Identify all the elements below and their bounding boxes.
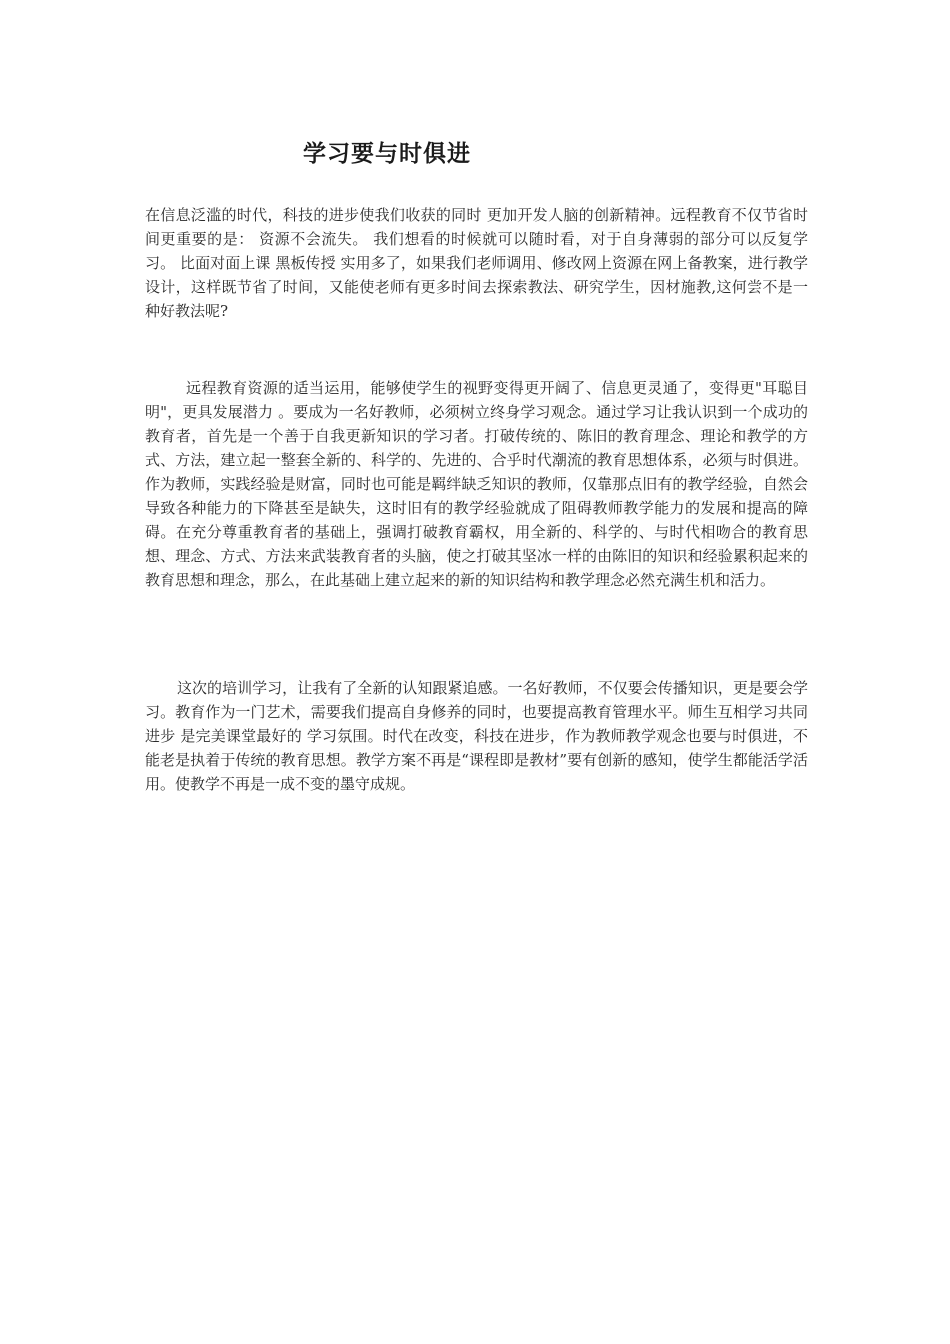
document-title: 学习要与时俱进	[303, 141, 471, 167]
paragraph-2: 远程教育资源的适当运用，能够使学生的视野变得更开阔了、信息更灵通了，变得更"耳聪目明"，更具发展潜力 。要成为一名好教师，必须树立终身学习观念。通过学习让我认识到一个成功的教育者，首先是一个善于自我更新知识的学习者。打破传统的、陈旧的教育理念、理论和教学的方式、方法，建立起一整套全新的、科学的、先进的、合乎时代潮流的教育思想体系，必须与时俱进。作为教师，实践经验是财富，同时也可能是羁绊缺乏知识的教师，仅靠那点旧有的教学经验，自然会导致各种能力的下降甚至是缺失，这时旧有的教学经验就成了阻碍教师教学能力的发展和提高的障碍。在充分尊重教育者的基础上，强调打破教育霸权，用全新的、科学的、与时代相吻合的教育思想、理念、方式、方法来武装教育者的头脑，使之打破其坚冰一样的由陈旧的知识和经验累积起来的教育思想和理念，那么，在此基础上建立起来的新的知识结构和教学理念必然充满生机和活力。	[145, 379, 808, 589]
paragraph-3: 这次的培训学习，让我有了全新的认知跟紧追感。一名好教师，不仅要会传播知识，更是要会学习。教育作为一门艺术，需要我们提高自身修养的同时，也要提高教育管理水平。师生互相学习共同进步 是完美课堂最好的 学习氛围。时代在改变，科技在进步，作为教师教学观念也要与时俱进，不能老是执着于传统的教育思想。教学方案不再是“课程即是教材”要有创新的感知，使学生都能活学活用。使教学不再是一成不变的墨守成规。	[145, 679, 808, 793]
paragraph-1: 在信息泛滥的时代，科技的进步使我们收获的同时 更加开发人脑的创新精神。远程教育不仅节省时间更重要的是： 资源不会流失。 我们想看的时候就可以随时看，对于自身薄弱的部分可以反复学习。 比面对面上课 黑板传授 实用多了，如果我们老师调用、修改网上资源在网上备教案，进行教学设计，这样既节省了时间，又能使老师有更多时间去探索教法、研究学生，因材施教,这何尝不是一种好教法呢?	[145, 206, 808, 320]
